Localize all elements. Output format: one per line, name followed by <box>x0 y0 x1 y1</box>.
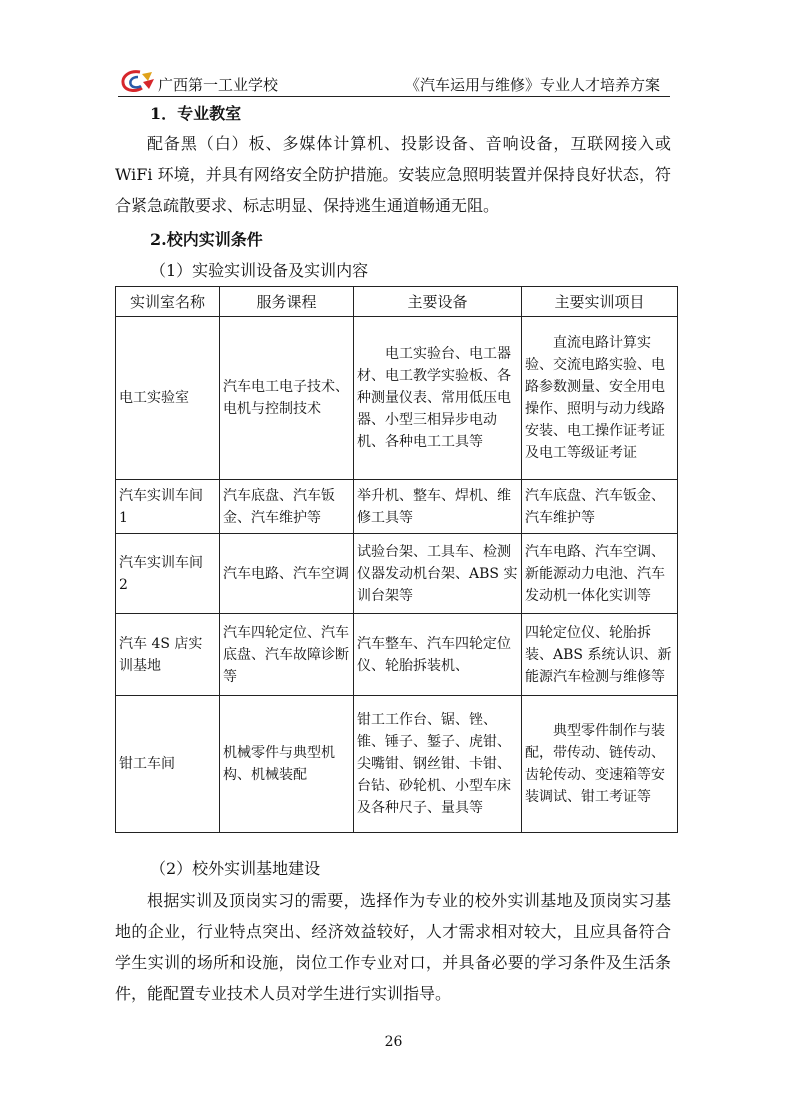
table-header-cell: 主要实训项目 <box>522 287 678 317</box>
table-cell: 钳工车间 <box>116 696 220 833</box>
page-number: 26 <box>384 1034 403 1050</box>
table-cell: 电工实验室 <box>116 317 220 480</box>
table-cell: 直流电路计算实验、交流电路实验、电路参数测量、安全用电操作、照明与动力线路安装、电工操作证考证及电工等级证考证 <box>522 317 678 480</box>
table-cell: 汽车实训车间 1 <box>116 480 220 534</box>
table-cell: 典型零件制作与装配，带传动、链传动、齿轮传动、变速箱等安装调试、钳工考证等 <box>522 696 678 833</box>
table-cell: 汽车实训车间 2 <box>116 534 220 614</box>
section-heading-training: 2.校内实训条件 <box>150 230 263 249</box>
table-cell: 汽车 4S 店实训基地 <box>116 614 220 696</box>
table-cell: 钳工工作台、锯、锉、锥、锤子、錾子、虎钳、尖嘴钳、钢丝钳、卡钳、台钻、砂轮机、小型车床及各种尺子、量具等 <box>354 696 522 833</box>
table-header-cell: 实训室名称 <box>116 287 220 317</box>
table-cell: 汽车整车、汽车四轮定位仪、轮胎拆装机、 <box>354 614 522 696</box>
classroom-paragraph: 配备黑（白）板、多媒体计算机、投影设备、音响设备，互联网接入或 WiFi 环境，并具有网络安全防护措施。安装应急照明装置并保持良好状态，符合紧急疏散要求、标志明显、保持逃生通道畅通无阻。 <box>115 134 671 215</box>
section-heading-classroom: 1．专业教室 <box>150 104 242 123</box>
table-header-cell: 服务课程 <box>220 287 354 317</box>
table-cell: 汽车电工电子技术、电机与控制技术 <box>220 317 354 480</box>
table-row <box>116 317 678 480</box>
table-cell: 机械零件与典型机构、机械装配 <box>220 696 354 833</box>
page-header <box>118 66 670 97</box>
table-cell: 汽车底盘、汽车钣金、汽车维护等 <box>220 480 354 534</box>
plan-title: 《汽车运用与维修》专业人才培养方案 <box>404 76 660 94</box>
training-table <box>115 286 678 833</box>
table-cell: 试验台架、工具车、检测仪器发动机台架、ABS 实训台架等 <box>354 534 522 614</box>
table-row <box>116 614 678 696</box>
table-cell: 汽车四轮定位、汽车底盘、汽车故障诊断等 <box>220 614 354 696</box>
table-header-row <box>116 287 678 317</box>
table-cell: 汽车底盘、汽车钣金、汽车维护等 <box>522 480 678 534</box>
table-cell: 汽车电路、汽车空调、新能源动力电池、汽车发动机一体化实训等 <box>522 534 678 614</box>
offcampus-paragraph: 根据实训及顶岗实习的需要，选择作为专业的校外实训基地及顶岗实习基地的企业，行业特点突出、经济效益较好，人才需求相对较大，且应具备符合学生实训的场所和设施，岗位工作专业对口，并具备必要的学习条件及生活条件，能配置专业技术人员对学生进行实训指导。 <box>115 891 671 1003</box>
school-name: 广西第一工业学校 <box>158 76 279 94</box>
table-row <box>116 696 678 833</box>
table-cell: 汽车电路、汽车空调 <box>220 534 354 614</box>
table-row <box>116 534 678 614</box>
school-logo-icon <box>118 68 158 94</box>
table-cell: 举升机、整车、焊机、维修工具等 <box>354 480 522 534</box>
table-cell: 四轮定位仪、轮胎拆装、ABS 系统认识、新能源汽车检测与维修等 <box>522 614 678 696</box>
table-cell: 电工实验台、电工器材、电工教学实验板、各种测量仪表、常用低压电器、小型三相异步电动机、各种电工工具等 <box>354 317 522 480</box>
table-row <box>116 480 678 534</box>
subheading-offcampus: （2）校外实训基地建设 <box>150 859 321 878</box>
table-header-cell: 主要设备 <box>354 287 522 317</box>
subheading-equipment: （1）实验实训设备及实训内容 <box>150 261 369 280</box>
